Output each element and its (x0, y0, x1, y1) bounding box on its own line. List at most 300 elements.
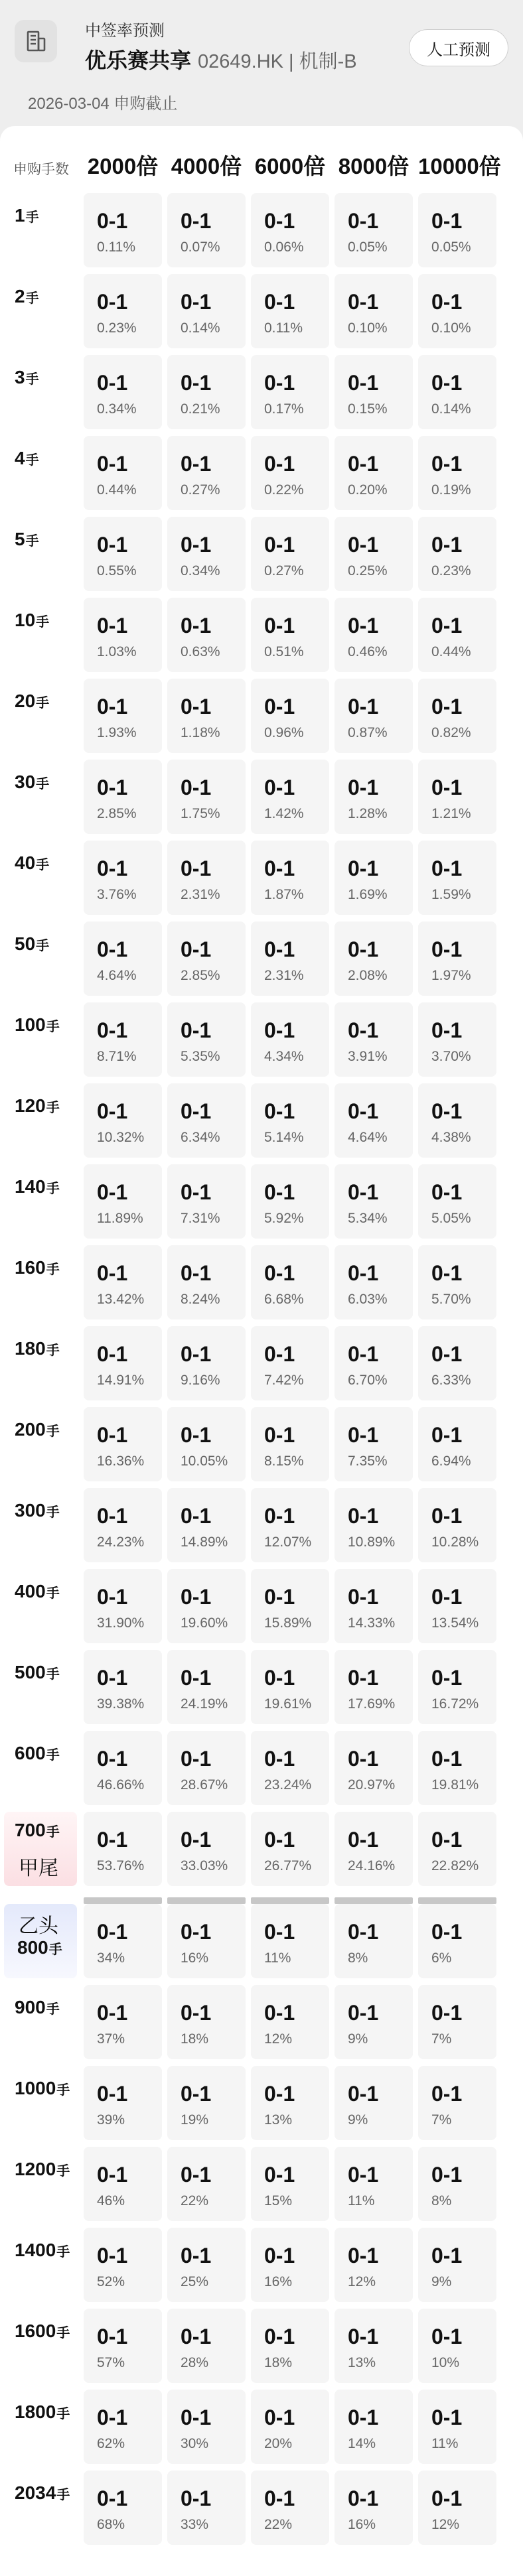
lots-won-range: 0-1 (181, 290, 212, 314)
win-probability: 9% (431, 2274, 452, 2289)
win-probability: 7% (431, 2031, 452, 2047)
lots-won-range: 0-1 (348, 856, 379, 880)
win-probability: 22% (264, 2517, 293, 2532)
win-probability: 13.54% (431, 1615, 479, 1631)
lots-number: 30 (15, 772, 36, 792)
lots-won-range: 0-1 (97, 1920, 128, 1944)
win-probability: 6.70% (348, 1373, 388, 1388)
lots-unit: 手 (56, 2326, 70, 2340)
table-cell (167, 2066, 246, 2140)
win-probability: 0.14% (431, 401, 471, 417)
table-row (0, 2066, 523, 2147)
table-cell (167, 1245, 246, 1320)
table-cell (167, 1488, 246, 1562)
win-probability: 0.17% (264, 401, 304, 417)
table-cell (251, 193, 329, 267)
table-cell (167, 2147, 246, 2221)
lots-won-range: 0-1 (97, 533, 128, 557)
win-probability: 37% (97, 2031, 125, 2047)
table-cell (167, 355, 246, 429)
table-cell (167, 679, 246, 753)
table-cell (251, 1002, 329, 1077)
table-row (0, 517, 523, 598)
win-probability: 3.76% (97, 887, 137, 902)
lots-won-range: 0-1 (264, 290, 295, 314)
lots-number: 300 (15, 1500, 46, 1521)
win-probability: 1.28% (348, 806, 388, 821)
win-probability: 14.33% (348, 1615, 396, 1631)
table-cell (167, 1002, 246, 1077)
lots-won-range: 0-1 (264, 209, 295, 233)
win-probability: 9% (348, 2031, 368, 2047)
win-probability: 0.14% (181, 320, 220, 336)
stock-name: 优乐赛共享 (85, 48, 192, 72)
lots-won-range: 0-1 (431, 2082, 463, 2106)
row-label (4, 841, 77, 915)
table-cell (84, 1245, 162, 1320)
win-probability: 0.10% (348, 320, 388, 336)
lots-won-range: 0-1 (97, 209, 128, 233)
lots-won-range: 0-1 (181, 695, 212, 718)
win-probability: 6.94% (431, 1454, 471, 1469)
table-row (0, 679, 523, 760)
table-row (0, 355, 523, 436)
lots-unit: 手 (36, 777, 50, 791)
lots-unit: 手 (46, 2002, 60, 2017)
table-cell (84, 1488, 162, 1562)
table-cell (167, 1569, 246, 1643)
row-label (4, 1569, 77, 1643)
table-row (0, 1985, 523, 2066)
table-cell (418, 921, 496, 996)
lots-value (15, 1581, 60, 1602)
lots-value (17, 1937, 62, 1958)
lots-won-range: 0-1 (264, 1747, 295, 1771)
win-probability: 0.15% (348, 401, 388, 417)
table-cell (418, 2147, 496, 2221)
table-row (0, 2228, 523, 2309)
lots-unit: 手 (25, 372, 39, 387)
divider-segment (251, 1897, 329, 1904)
manual-predict-button[interactable]: 人工预测 (409, 29, 508, 66)
table-cell (251, 2390, 329, 2464)
win-probability: 12.07% (264, 1534, 312, 1550)
lots-won-range: 0-1 (264, 856, 295, 880)
group-tag: 乙头 (19, 1915, 58, 1937)
win-probability: 0.63% (181, 644, 220, 659)
lots-column-header: 申购手数 (13, 162, 69, 177)
table-cell (335, 436, 413, 510)
win-probability: 22.82% (431, 1858, 479, 1873)
lots-won-range: 0-1 (348, 1828, 379, 1852)
table-cell (84, 1002, 162, 1077)
lots-won-range: 0-1 (181, 2244, 212, 2268)
table-cell (251, 1904, 329, 1978)
group-tag: 甲尾 (19, 1858, 58, 1879)
table-cell (335, 1904, 413, 1978)
win-probability: 28.67% (181, 1777, 228, 1793)
win-probability: 11% (348, 2193, 375, 2208)
win-probability: 8% (348, 1950, 368, 1966)
win-probability: 6.03% (348, 1292, 388, 1307)
lots-number: 1200 (15, 2159, 56, 2179)
table-cell (167, 436, 246, 510)
table-header-row (0, 149, 523, 189)
lots-unit: 手 (25, 291, 39, 306)
lots-won-range: 0-1 (348, 2001, 379, 2025)
table-cell (84, 679, 162, 753)
table-row (0, 1407, 523, 1488)
table-cell (335, 2228, 413, 2302)
lots-won-range: 0-1 (348, 371, 379, 395)
win-probability: 13.42% (97, 1292, 145, 1307)
divider-segment (418, 1897, 496, 1904)
lots-won-range: 0-1 (181, 1828, 212, 1852)
table-cell (167, 921, 246, 996)
table-row (0, 921, 523, 1002)
table-cell (335, 1245, 413, 1320)
deadline-date: 2026-03-04 申购截止 (28, 95, 178, 113)
lots-value (15, 1095, 60, 1117)
lots-won-range: 0-1 (264, 1342, 295, 1366)
lots-won-range: 0-1 (181, 1261, 212, 1285)
lots-won-range: 0-1 (97, 776, 128, 799)
stock-meta: 02649.HK | 机制-B (198, 51, 357, 72)
win-probability: 0.27% (181, 482, 220, 498)
lots-won-range: 0-1 (97, 2244, 128, 2268)
lots-won-range: 0-1 (431, 1666, 463, 1690)
win-probability: 2.31% (264, 968, 304, 983)
table-cell (84, 1407, 162, 1481)
win-probability: 13% (264, 2112, 293, 2128)
lots-won-range: 0-1 (181, 2486, 212, 2510)
win-probability: 13% (348, 2355, 376, 2370)
lots-won-range: 0-1 (97, 1099, 128, 1123)
win-probability: 6.34% (181, 1130, 220, 1145)
table-cell (335, 921, 413, 996)
win-probability: 0.51% (264, 644, 304, 659)
lots-won-range: 0-1 (97, 1342, 128, 1366)
header (0, 0, 523, 126)
lots-number: 180 (15, 1338, 46, 1359)
win-probability: 6.33% (431, 1373, 471, 1388)
lots-won-range: 0-1 (431, 1828, 463, 1852)
table-cell (418, 517, 496, 591)
lots-number: 400 (15, 1581, 46, 1601)
lots-won-range: 0-1 (264, 1828, 295, 1852)
lots-won-range: 0-1 (97, 1423, 128, 1447)
divider-segment (167, 1897, 246, 1904)
lots-won-range: 0-1 (348, 1099, 379, 1123)
table-row (0, 1326, 523, 1407)
lots-won-range: 0-1 (97, 1504, 128, 1528)
lots-value (15, 205, 39, 226)
table-cell (84, 274, 162, 348)
win-probability: 14.89% (181, 1534, 228, 1550)
win-probability: 9.16% (181, 1373, 220, 1388)
lots-won-range: 0-1 (431, 1920, 463, 1944)
lots-value (15, 286, 39, 307)
win-probability: 12% (264, 2031, 293, 2047)
win-probability: 18% (264, 2355, 293, 2370)
lots-value (15, 1820, 60, 1841)
lots-won-range: 0-1 (348, 1666, 379, 1690)
win-probability: 0.25% (348, 563, 388, 578)
table-cell (418, 1407, 496, 1481)
lots-won-range: 0-1 (348, 2163, 379, 2187)
lots-value (15, 2078, 70, 2099)
lots-unit: 手 (46, 1182, 60, 1196)
table-row (0, 2147, 523, 2228)
table-cell (418, 1731, 496, 1805)
win-probability: 16% (348, 2517, 376, 2532)
lots-won-range: 0-1 (348, 2325, 379, 2348)
win-probability: 5.14% (264, 1130, 304, 1145)
lots-number: 160 (15, 1257, 46, 1278)
lots-won-range: 0-1 (431, 2325, 463, 2348)
row-label (4, 2066, 77, 2140)
win-probability: 6% (431, 1950, 452, 1966)
table-cell (335, 1083, 413, 1158)
win-probability: 7% (431, 2112, 452, 2128)
lots-won-range: 0-1 (264, 371, 295, 395)
lots-number: 10 (15, 610, 36, 630)
win-probability: 0.05% (348, 239, 388, 255)
lots-number: 120 (15, 1095, 46, 1116)
lots-won-range: 0-1 (431, 1261, 463, 1285)
lots-won-range: 0-1 (264, 1666, 295, 1690)
lots-won-range: 0-1 (431, 2486, 463, 2510)
lots-value (15, 2240, 70, 2261)
column-header: 4000倍 (171, 154, 242, 178)
table-cell (84, 1812, 162, 1886)
table-row (0, 193, 523, 274)
table-cell (335, 1569, 413, 1643)
table-cell (251, 921, 329, 996)
lots-won-range: 0-1 (431, 2001, 463, 2025)
table-cell (418, 679, 496, 753)
row-label (4, 2147, 77, 2221)
lots-won-range: 0-1 (431, 2406, 463, 2429)
lots-won-range: 0-1 (181, 1018, 212, 1042)
win-probability: 0.34% (97, 401, 137, 417)
table-cell (84, 1569, 162, 1643)
lots-unit: 手 (46, 1424, 60, 1439)
win-probability: 14.91% (97, 1373, 145, 1388)
lots-number: 700 (15, 1820, 46, 1840)
lots-won-range: 0-1 (264, 614, 295, 638)
table-cell (167, 1650, 246, 1724)
lots-won-range: 0-1 (181, 1920, 212, 1944)
table-cell (84, 1904, 162, 1978)
table-cell (418, 2390, 496, 2464)
table-cell (84, 841, 162, 915)
table-cell (418, 2066, 496, 2140)
win-probability: 8.15% (264, 1454, 304, 1469)
lots-unit: 手 (56, 2488, 70, 2502)
table-cell (418, 2471, 496, 2545)
lots-won-range: 0-1 (97, 2486, 128, 2510)
table-cell (418, 1488, 496, 1562)
win-probability: 11.89% (97, 1211, 143, 1226)
win-probability: 2.08% (348, 968, 388, 983)
table-cell (84, 2228, 162, 2302)
win-probability: 19.61% (264, 1696, 312, 1712)
win-probability: 10.28% (431, 1534, 479, 1550)
lots-number: 50 (15, 933, 36, 954)
win-probability: 1.18% (181, 725, 220, 740)
lots-number: 40 (15, 852, 36, 873)
lots-won-range: 0-1 (97, 290, 128, 314)
table-cell (251, 679, 329, 753)
table-row (0, 2390, 523, 2471)
table-cell (167, 1904, 246, 1978)
table-cell (251, 760, 329, 834)
table-row (0, 1245, 523, 1326)
table-cell (251, 1164, 329, 1239)
lots-number: 200 (15, 1419, 46, 1440)
win-probability: 2.85% (181, 968, 220, 983)
lots-number: 800 (17, 1937, 48, 1958)
lots-won-range: 0-1 (181, 452, 212, 476)
win-probability: 19.81% (431, 1777, 479, 1793)
table-row (0, 1488, 523, 1569)
lots-won-range: 0-1 (431, 2163, 463, 2187)
win-probability: 0.23% (97, 320, 137, 336)
lots-won-range: 0-1 (181, 1180, 212, 1204)
lots-won-range: 0-1 (97, 614, 128, 638)
prediction-table (0, 126, 523, 2576)
table-cell (335, 355, 413, 429)
table-row (0, 598, 523, 679)
divider-segment (84, 1897, 162, 1904)
win-probability: 20.97% (348, 1777, 396, 1793)
table-cell (335, 2309, 413, 2383)
building-icon (15, 20, 57, 62)
win-probability: 5.34% (348, 1211, 388, 1226)
lots-won-range: 0-1 (431, 209, 463, 233)
lots-won-range: 0-1 (264, 2406, 295, 2429)
win-probability: 16.36% (97, 1454, 145, 1469)
win-probability: 22% (181, 2193, 209, 2208)
lots-won-range: 0-1 (348, 1423, 379, 1447)
lots-won-range: 0-1 (264, 1180, 295, 1204)
lots-unit: 手 (56, 2083, 70, 2098)
lots-won-range: 0-1 (431, 533, 463, 557)
table-cell (251, 841, 329, 915)
lots-number: 2034 (15, 2482, 56, 2503)
win-probability: 0.05% (431, 239, 471, 255)
lots-won-range: 0-1 (181, 209, 212, 233)
lots-won-range: 0-1 (97, 1018, 128, 1042)
win-probability: 4.64% (97, 968, 137, 983)
win-probability: 0.21% (181, 401, 220, 417)
lots-unit: 手 (36, 696, 50, 711)
lots-won-range: 0-1 (97, 1828, 128, 1852)
win-probability: 0.27% (264, 563, 304, 578)
row-label (4, 921, 77, 996)
lots-won-range: 0-1 (431, 1180, 463, 1204)
table-row (0, 841, 523, 921)
row-label (4, 1731, 77, 1805)
table-cell (418, 355, 496, 429)
lots-value (15, 691, 49, 712)
table-cell (335, 1812, 413, 1886)
table-cell (335, 1407, 413, 1481)
lots-unit: 手 (36, 939, 50, 953)
table-cell (167, 1164, 246, 1239)
table-cell (167, 2390, 246, 2464)
win-probability: 0.10% (431, 320, 471, 336)
lots-unit: 手 (46, 1505, 60, 1520)
table-cell (418, 1985, 496, 2059)
win-probability: 17.69% (348, 1696, 396, 1712)
lots-won-range: 0-1 (431, 856, 463, 880)
lots-value (15, 1338, 60, 1359)
lots-unit: 手 (48, 1942, 62, 1957)
table-cell (418, 1002, 496, 1077)
lots-unit: 手 (25, 210, 39, 225)
lots-won-range: 0-1 (431, 1585, 463, 1609)
lots-won-range: 0-1 (97, 1666, 128, 1690)
win-probability: 0.11% (97, 239, 135, 255)
table-cell (84, 1326, 162, 1400)
column-header: 6000倍 (254, 154, 326, 178)
table-cell (84, 921, 162, 996)
lots-won-range: 0-1 (264, 776, 295, 799)
table-cell (167, 274, 246, 348)
lots-unit: 手 (46, 1667, 60, 1682)
lots-won-range: 0-1 (348, 209, 379, 233)
lots-won-range: 0-1 (264, 1099, 295, 1123)
lots-number: 5 (15, 529, 25, 549)
table-row (0, 1569, 523, 1650)
win-probability: 23.24% (264, 1777, 312, 1793)
table-row (0, 436, 523, 517)
table-cell (418, 1569, 496, 1643)
lots-number: 20 (15, 691, 36, 711)
win-probability: 6.68% (264, 1292, 304, 1307)
table-cell (335, 1731, 413, 1805)
win-probability: 62% (97, 2436, 125, 2451)
table-row (0, 1083, 523, 1164)
lots-won-range: 0-1 (181, 2082, 212, 2106)
lots-won-range: 0-1 (181, 533, 212, 557)
table-cell (84, 2066, 162, 2140)
lots-unit: 手 (25, 453, 39, 468)
win-probability: 5.92% (264, 1211, 304, 1226)
lots-number: 1 (15, 205, 25, 226)
win-probability: 9% (348, 2112, 368, 2128)
table-cell (418, 1812, 496, 1886)
lots-won-range: 0-1 (264, 1423, 295, 1447)
table-cell (418, 2309, 496, 2383)
row-label (4, 1407, 77, 1481)
lots-won-range: 0-1 (181, 2163, 212, 2187)
lots-won-range: 0-1 (181, 1423, 212, 1447)
row-label (4, 274, 77, 348)
row-label (4, 1164, 77, 1239)
lots-unit: 手 (56, 2407, 70, 2421)
lots-value (15, 933, 49, 955)
win-probability: 0.23% (431, 563, 471, 578)
win-probability: 11% (264, 1950, 291, 1966)
table-cell (251, 436, 329, 510)
lots-won-range: 0-1 (181, 1585, 212, 1609)
win-probability: 16% (264, 2274, 293, 2289)
lots-won-range: 0-1 (97, 2325, 128, 2348)
win-probability: 4.34% (264, 1049, 304, 1064)
